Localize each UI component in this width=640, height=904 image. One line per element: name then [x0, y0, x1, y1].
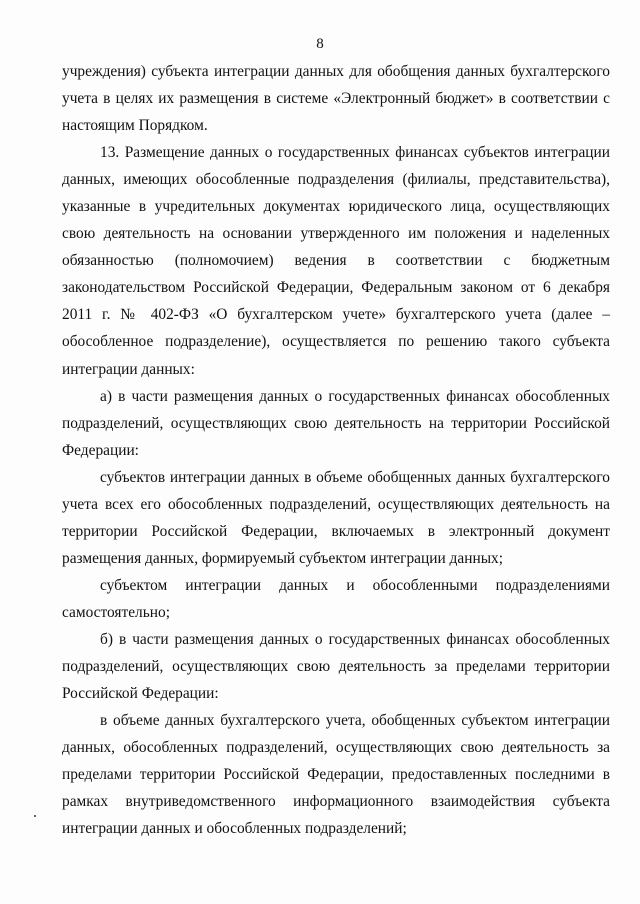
scan-speck [34, 815, 36, 817]
document-body [62, 58, 610, 842]
paragraph-subitem-a-option-2: субъектом интеграции данных и обособленными подразделениями самостоятельно; [62, 576, 610, 621]
paragraph-subitem-b: б) в части размещения данных о государственных финансах обособленных подразделений, осуществляющих свою деятельность за пределами территории Российской Федерации: [62, 630, 610, 703]
paragraph-subitem-a-option-1: субъектов интеграции данных в объеме обобщенных данных бухгалтерского учета всех его обособленных подразделений, осуществляющих деятельность на территории Российской Федерации, включаемых в электронный документ размещения данных, формируемый субъектом интеграции данных; [62, 468, 610, 567]
paragraph-continuation: учреждения) субъекта интеграции данных для обобщения данных бухгалтерского учета в целях их размещения в системе «Электронный бюджет» в соответствии с настоящим Порядком. [62, 63, 610, 135]
page-number: 8 [316, 36, 324, 52]
paragraph-subitem-a: а) в части размещения данных о государственных финансах обособленных подразделений, осуществляющих свою деятельность на территории Российской Федерации: [62, 387, 610, 459]
paragraph-item-13: 13. Размещение данных о государственных финансах субъектов интеграции данных, имеющих обособленные подразделения (филиалы, представительства), указанные в учредительных документах юридического лица, осуществляющих свою деятельность на основании утвержденного им положения и наделенных обязанностью (полномочием) ведения в соответствии с бюджетным законодательством Российской Федерации, Федеральным законом от 6 декабря 2011 г. № 402-ФЗ «О бухгалтерском учете» бухгалтерского учета (далее – обособленное подразделение), осуществляется по решению такого субъекта интеграции данных: [62, 144, 610, 378]
paragraph-subitem-b-option-1: в объеме данных бухгалтерского учета, обобщенных субъектом интеграции данных, обособленных подразделений, осуществляющих свою деятельность за пределами территории Российской Федерации, предоставленных последними в рамках внутриведомственного информационного взаимодействия субъекта интеграции данных и обособленных подразделений; [62, 712, 610, 838]
